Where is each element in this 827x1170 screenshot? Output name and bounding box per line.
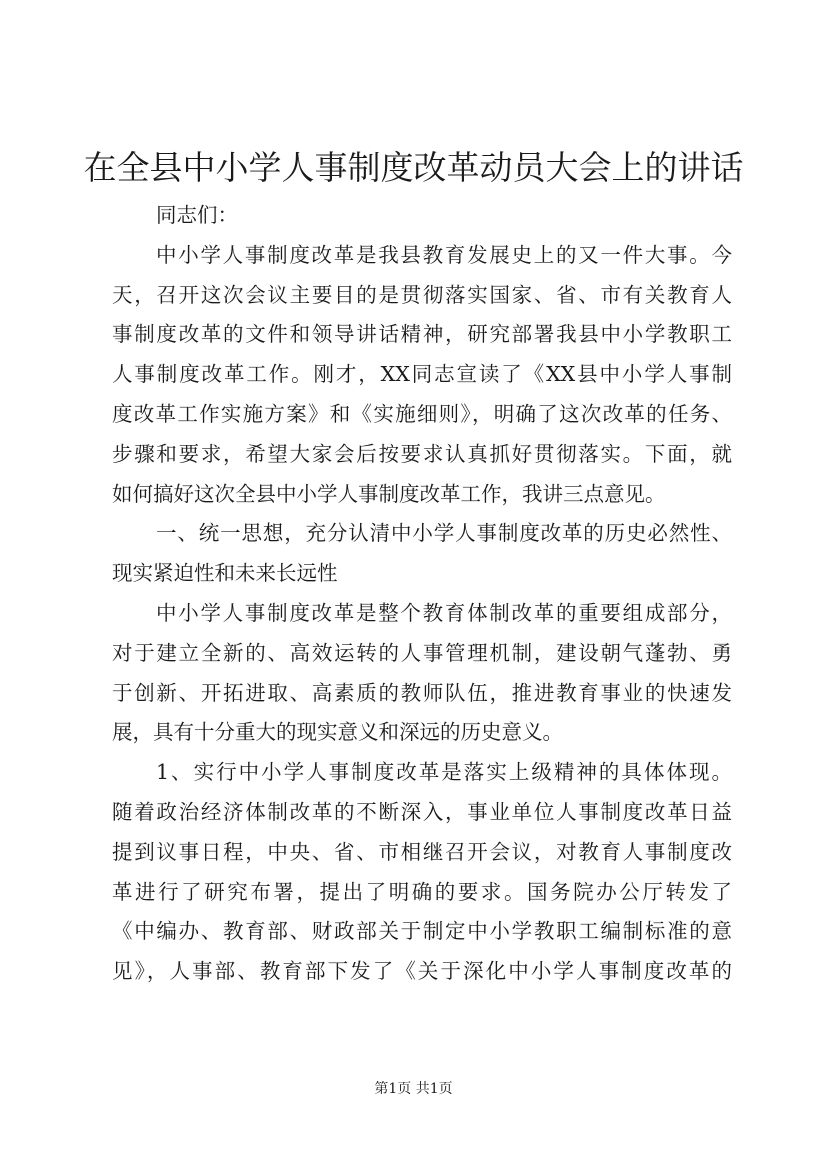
paragraph-line: 随着政治经济体制改革的不断深入，事业单位人事制度改革日益 xyxy=(112,799,732,824)
section-heading-line: 现实紧迫性和未来长远性 xyxy=(112,561,338,586)
paragraph-line: 展，具有十分重大的现实意义和深远的历史意义。 xyxy=(112,720,563,745)
paragraph-line: 《中编办、教育部、财政部关于制定中小学教职工编制标准的意 xyxy=(112,919,732,944)
paragraph-line: 步骤和要求，希望大家会后按要求认真抓好贯彻落实。下面，就 xyxy=(112,441,732,466)
document-body xyxy=(112,196,732,992)
paragraph-line: 中小学人事制度改革是我县教育发展史上的又一件大事。今 xyxy=(156,242,732,267)
paragraph-line: 于创新、开拓进取、高素质的教师队伍，推进教育事业的快速发 xyxy=(112,680,732,705)
paragraph-line: 1、实行中小学人事制度改革是落实上级精神的具体体现。 xyxy=(156,760,732,785)
salutation: 同志们： xyxy=(156,203,238,227)
paragraph-line: 中小学人事制度改革是整个教育体制改革的重要组成部分， xyxy=(156,600,732,625)
page-number-footer: 第1页 共1页 xyxy=(374,1081,453,1097)
paragraph-line: 对于建立全新的、高效运转的人事管理机制，建设朝气蓬勃、勇 xyxy=(112,640,732,665)
paragraph-line: 事制度改革的文件和领导讲话精神，研究部署我县中小学教职工 xyxy=(112,322,732,347)
paragraph-line: 度改革工作实施方案》和《实施细则》，明确了这次改革的任务、 xyxy=(112,401,732,426)
section-heading-line: 一、统一思想，充分认清中小学人事制度改革的历史必然性、 xyxy=(156,521,732,546)
paragraph-line: 如何搞好这次全县中小学人事制度改革工作，我讲三点意见。 xyxy=(112,481,666,506)
paragraph-line: 见》，人事部、教育部下发了《关于深化中小学人事制度改革的 xyxy=(112,959,732,984)
document-title: 在全县中小学人事制度改革动员大会上的讲话 xyxy=(83,148,744,187)
paragraph-line: 人事制度改革工作。刚才，XX同志宣读了《XX县中小学人事制 xyxy=(112,362,732,387)
paragraph-line: 革进行了研究布署，提出了明确的要求。国务院办公厅转发了 xyxy=(112,879,732,904)
paragraph-line: 天，召开这次会议主要目的是贯彻落实国家、省、市有关教育人 xyxy=(112,282,732,307)
paragraph-line: 提到议事日程，中央、省、市相继召开会议，对教育人事制度改 xyxy=(112,839,732,864)
